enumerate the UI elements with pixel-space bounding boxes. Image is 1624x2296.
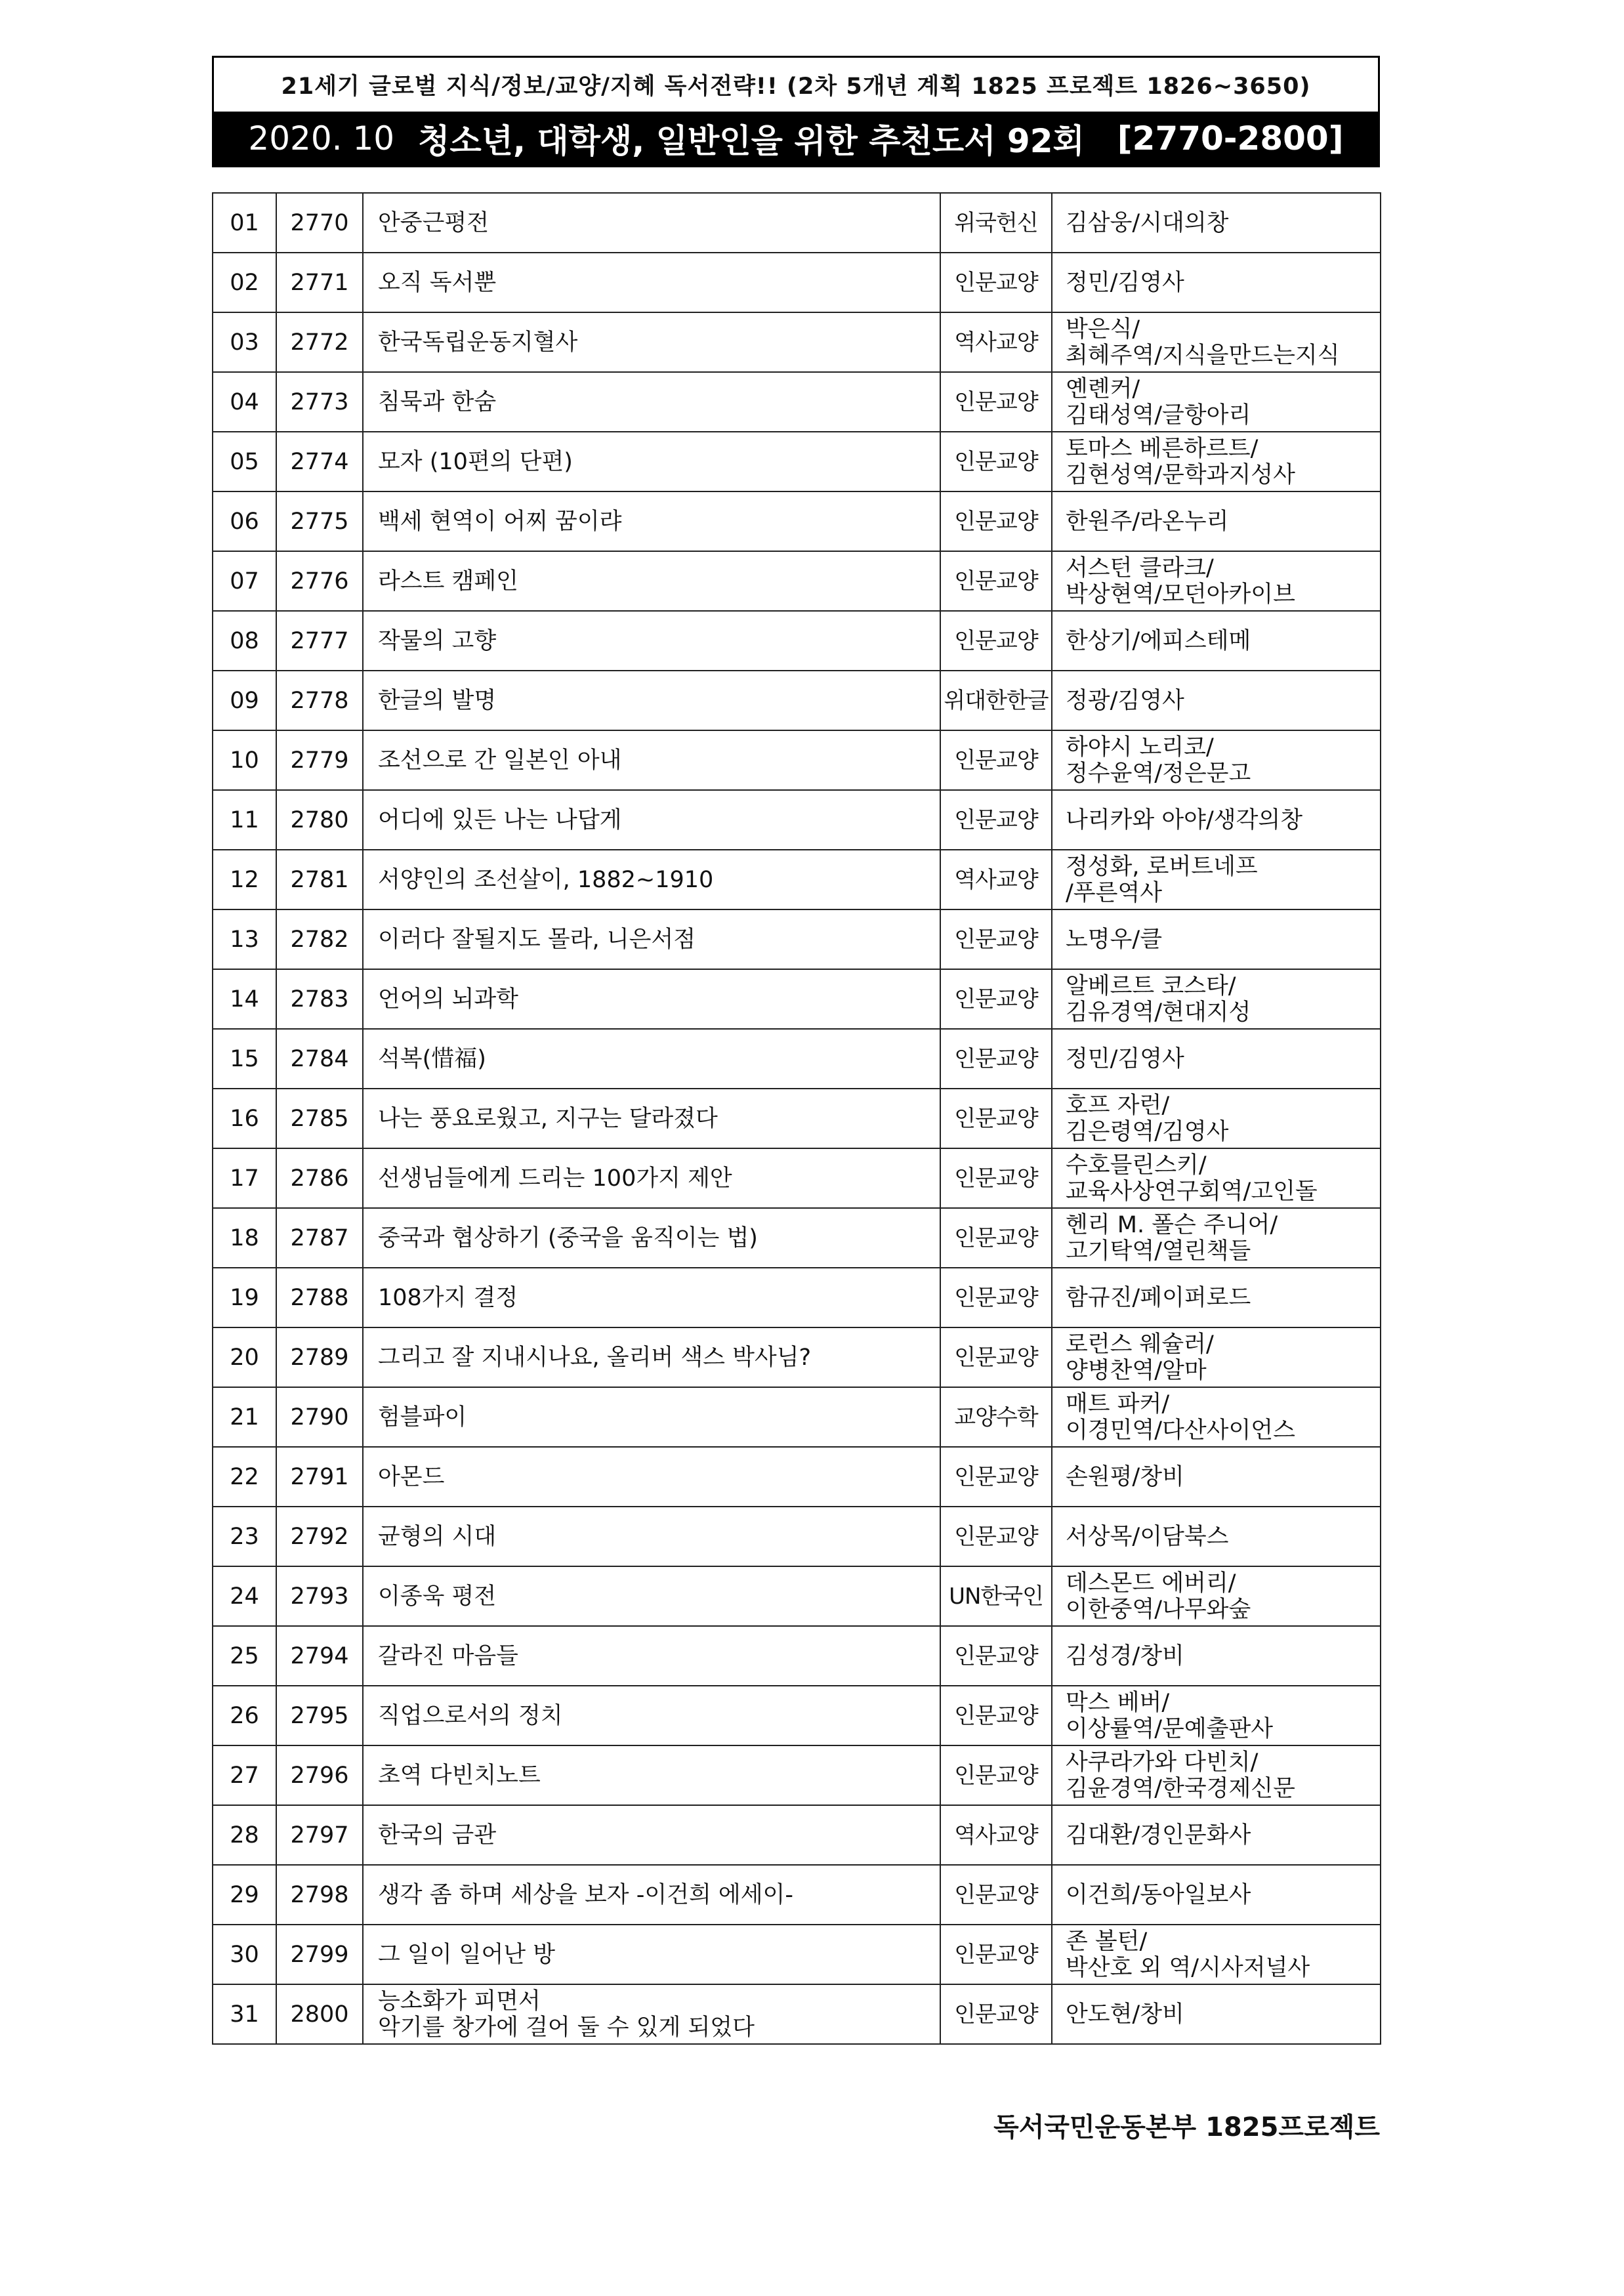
book-category: 인문교양: [940, 1865, 1052, 1925]
row-number: 29: [213, 1865, 276, 1925]
book-author-publisher: 하야시 노리코/ 정수윤역/정은문고: [1052, 730, 1381, 790]
book-author-publisher: 수호믈린스키/ 교육사상연구회역/고인돌: [1052, 1148, 1381, 1208]
row-number: 18: [213, 1208, 276, 1268]
book-category: 역사교양: [940, 1805, 1052, 1865]
header-title: 청소년, 대학생, 일반인을 위한 추천도서 92회: [418, 122, 1085, 160]
book-title: 조선으로 간 일본인 아내: [363, 730, 940, 790]
row-number: 20: [213, 1327, 276, 1387]
row-number: 26: [213, 1686, 276, 1745]
book-category: 인문교양: [940, 1089, 1052, 1148]
book-id: 2795: [276, 1686, 363, 1745]
book-id: 2784: [276, 1029, 363, 1089]
book-id: 2780: [276, 790, 363, 850]
book-category: 인문교양: [940, 1984, 1052, 2044]
table-row: [213, 432, 1381, 491]
table-row: [213, 312, 1381, 372]
book-id: 2782: [276, 909, 363, 969]
book-title: 108가지 결정: [363, 1268, 940, 1327]
book-author-publisher: 한상기/에피스테메: [1052, 611, 1381, 671]
book-id: 2774: [276, 432, 363, 491]
row-number: 04: [213, 372, 276, 432]
book-title: 직업으로서의 정치: [363, 1686, 940, 1745]
book-title: 갈라진 마음들: [363, 1626, 940, 1686]
table-row: [213, 1984, 1381, 2044]
book-category: 위국헌신: [940, 193, 1052, 253]
table-row: [213, 1208, 1381, 1268]
book-id: 2797: [276, 1805, 363, 1865]
table-row: [213, 372, 1381, 432]
book-author-publisher: 정민/김영사: [1052, 1029, 1381, 1089]
book-id: 2773: [276, 372, 363, 432]
book-category: 인문교양: [940, 253, 1052, 312]
book-title: 어디에 있든 나는 나답게: [363, 790, 940, 850]
table-row: [213, 551, 1381, 611]
book-author-publisher: 정민/김영사: [1052, 253, 1381, 312]
book-category: 인문교양: [940, 432, 1052, 491]
book-title: 오직 독서뿐: [363, 253, 940, 312]
table-row: [213, 1805, 1381, 1865]
book-id: 2778: [276, 671, 363, 730]
row-number: 06: [213, 491, 276, 551]
book-author-publisher: 데스몬드 에버리/ 이한중역/나무와숲: [1052, 1566, 1381, 1626]
row-number: 10: [213, 730, 276, 790]
book-id: 2791: [276, 1447, 363, 1507]
table-row: [213, 850, 1381, 909]
book-title: 능소화가 피면서 악기를 창가에 걸어 둘 수 있게 되었다: [363, 1984, 940, 2044]
table-row: [213, 193, 1381, 253]
book-category: 인문교양: [940, 1029, 1052, 1089]
table-row: [213, 1686, 1381, 1745]
book-author-publisher: 손원평/창비: [1052, 1447, 1381, 1507]
book-category: 인문교양: [940, 1447, 1052, 1507]
book-title: 석복(惜福): [363, 1029, 940, 1089]
table-row: [213, 1327, 1381, 1387]
book-category: 인문교양: [940, 730, 1052, 790]
book-author-publisher: 김삼웅/시대의창: [1052, 193, 1381, 253]
book-author-publisher: 함규진/페이퍼로드: [1052, 1268, 1381, 1327]
book-id: 2777: [276, 611, 363, 671]
row-number: 31: [213, 1984, 276, 2044]
table-row: [213, 491, 1381, 551]
book-category: UN한국인: [940, 1566, 1052, 1626]
book-id: 2790: [276, 1387, 363, 1447]
row-number: 01: [213, 193, 276, 253]
book-category: 인문교양: [940, 1686, 1052, 1745]
book-id: 2781: [276, 850, 363, 909]
row-number: 17: [213, 1148, 276, 1208]
book-category: 인문교양: [940, 1327, 1052, 1387]
book-id: 2792: [276, 1507, 363, 1566]
book-category: 인문교양: [940, 969, 1052, 1029]
book-id: 2799: [276, 1925, 363, 1984]
book-id: 2779: [276, 730, 363, 790]
book-title: 중국과 협상하기 (중국을 움직이는 법): [363, 1208, 940, 1268]
book-category: 인문교양: [940, 1745, 1052, 1805]
book-category: 인문교양: [940, 491, 1052, 551]
book-id: 2793: [276, 1566, 363, 1626]
book-title: 나는 풍요로웠고, 지구는 달라졌다: [363, 1089, 940, 1148]
book-category: 인문교양: [940, 909, 1052, 969]
book-title: 생각 좀 하며 세상을 보자 -이건희 에세이-: [363, 1865, 940, 1925]
table-row: [213, 1268, 1381, 1327]
table-row: [213, 1865, 1381, 1925]
book-author-publisher: 안도현/창비: [1052, 1984, 1381, 2044]
book-category: 인문교양: [940, 1925, 1052, 1984]
book-author-publisher: 알베르트 코스타/ 김유경역/현대지성: [1052, 969, 1381, 1029]
row-number: 23: [213, 1507, 276, 1566]
row-number: 25: [213, 1626, 276, 1686]
book-id: 2788: [276, 1268, 363, 1327]
table-row: [213, 1148, 1381, 1208]
book-title: 백세 현역이 어찌 꿈이랴: [363, 491, 940, 551]
book-title: 한국독립운동지혈사: [363, 312, 940, 372]
book-author-publisher: 정성화, 로버트네프 /푸른역사: [1052, 850, 1381, 909]
footer-credit: 독서국민운동본부 1825프로젝트: [993, 2112, 1380, 2142]
book-author-publisher: 박은식/ 최혜주역/지식을만드는지식: [1052, 312, 1381, 372]
table-row: [213, 790, 1381, 850]
book-author-publisher: 노명우/클: [1052, 909, 1381, 969]
header-subtitle: 21세기 글로벌 지식/정보/교양/지혜 독서전략!! (2차 5개년 계획 1825 프로젝트 1826~3650): [281, 73, 1311, 100]
row-number: 14: [213, 969, 276, 1029]
row-number: 13: [213, 909, 276, 969]
book-category: 인문교양: [940, 1268, 1052, 1327]
book-title: 이종욱 평전: [363, 1566, 940, 1626]
table-row: [213, 1447, 1381, 1507]
book-title: 균형의 시대: [363, 1507, 940, 1566]
book-title: 침묵과 한숨: [363, 372, 940, 432]
book-author-publisher: 막스 베버/ 이상률역/문예출판사: [1052, 1686, 1381, 1745]
book-title: 모자 (10편의 단편): [363, 432, 940, 491]
table-row: [213, 253, 1381, 312]
book-category: 인문교양: [940, 372, 1052, 432]
row-number: 09: [213, 671, 276, 730]
book-id: 2800: [276, 1984, 363, 2044]
row-number: 27: [213, 1745, 276, 1805]
book-author-publisher: 한원주/라온누리: [1052, 491, 1381, 551]
table-row: [213, 1387, 1381, 1447]
row-number: 28: [213, 1805, 276, 1865]
book-category: 인문교양: [940, 1148, 1052, 1208]
book-category: 위대한한글: [940, 671, 1052, 730]
book-category: 역사교양: [940, 850, 1052, 909]
table-row: [213, 1745, 1381, 1805]
book-author-publisher: 사쿠라가와 다빈치/ 김윤경역/한국경제신문: [1052, 1745, 1381, 1805]
book-id: 2787: [276, 1208, 363, 1268]
book-title: 한글의 발명: [363, 671, 940, 730]
book-title: 아몬드: [363, 1447, 940, 1507]
row-number: 16: [213, 1089, 276, 1148]
book-author-publisher: 호프 자런/ 김은령역/김영사: [1052, 1089, 1381, 1148]
book-category: 인문교양: [940, 551, 1052, 611]
book-title: 작물의 고향: [363, 611, 940, 671]
book-id: 2771: [276, 253, 363, 312]
row-number: 08: [213, 611, 276, 671]
book-id: 2770: [276, 193, 363, 253]
header-box: [212, 56, 1380, 167]
book-category: 교양수학: [940, 1387, 1052, 1447]
book-title: 언어의 뇌과학: [363, 969, 940, 1029]
table-row: [213, 909, 1381, 969]
book-title: 이러다 잘될지도 몰라, 니은서점: [363, 909, 940, 969]
table-row: [213, 1566, 1381, 1626]
book-author-publisher: 로런스 웨슐러/ 양병찬역/알마: [1052, 1327, 1381, 1387]
book-author-publisher: 매트 파커/ 이경민역/다산사이언스: [1052, 1387, 1381, 1447]
table-row: [213, 1029, 1381, 1089]
header-range: [2770-2800]: [1117, 119, 1344, 157]
book-title: 그 일이 일어난 방: [363, 1925, 940, 1984]
book-author-publisher: 김대환/경인문화사: [1052, 1805, 1381, 1865]
book-author-publisher: 정광/김영사: [1052, 671, 1381, 730]
book-category: 역사교양: [940, 312, 1052, 372]
table-row: [213, 1626, 1381, 1686]
book-author-publisher: 서스턴 클라크/ 박상현역/모던아카이브: [1052, 551, 1381, 611]
table-row: [213, 671, 1381, 730]
book-category: 인문교양: [940, 790, 1052, 850]
book-author-publisher: 옌롄커/ 김태성역/글항아리: [1052, 372, 1381, 432]
book-author-publisher: 김성경/창비: [1052, 1626, 1381, 1686]
row-number: 15: [213, 1029, 276, 1089]
book-title: 라스트 캠페인: [363, 551, 940, 611]
row-number: 02: [213, 253, 276, 312]
row-number: 07: [213, 551, 276, 611]
row-number: 11: [213, 790, 276, 850]
book-author-publisher: 존 볼턴/ 박산호 외 역/시사저널사: [1052, 1925, 1381, 1984]
book-title: 서양인의 조선살이, 1882~1910: [363, 850, 940, 909]
book-category: 인문교양: [940, 1507, 1052, 1566]
table-row: [213, 611, 1381, 671]
book-title: 험블파이: [363, 1387, 940, 1447]
row-number: 22: [213, 1447, 276, 1507]
table-row: [213, 969, 1381, 1029]
row-number: 03: [213, 312, 276, 372]
book-title: 그리고 잘 지내시나요, 올리버 색스 박사님?: [363, 1327, 940, 1387]
book-id: 2785: [276, 1089, 363, 1148]
book-id: 2776: [276, 551, 363, 611]
book-title: 초역 다빈치노트: [363, 1745, 940, 1805]
book-id: 2794: [276, 1626, 363, 1686]
table-row: [213, 1507, 1381, 1566]
header-date: 2020. 10: [248, 119, 395, 157]
table-row: [213, 1089, 1381, 1148]
book-title: 한국의 금관: [363, 1805, 940, 1865]
header-banner: [214, 112, 1378, 165]
book-list-body: [213, 193, 1381, 2044]
book-category: 인문교양: [940, 611, 1052, 671]
book-id: 2786: [276, 1148, 363, 1208]
table-row: [213, 1925, 1381, 1984]
book-id: 2796: [276, 1745, 363, 1805]
row-number: 12: [213, 850, 276, 909]
book-author-publisher: 나리카와 아야/생각의창: [1052, 790, 1381, 850]
row-number: 19: [213, 1268, 276, 1327]
book-category: 인문교양: [940, 1208, 1052, 1268]
book-list-table: [212, 192, 1381, 2045]
book-author-publisher: 토마스 베른하르트/ 김현성역/문학과지성사: [1052, 432, 1381, 491]
book-id: 2798: [276, 1865, 363, 1925]
book-author-publisher: 헨리 M. 폴슨 주니어/ 고기탁역/열린책들: [1052, 1208, 1381, 1268]
book-author-publisher: 서상목/이담북스: [1052, 1507, 1381, 1566]
book-title: 안중근평전: [363, 193, 940, 253]
book-id: 2789: [276, 1327, 363, 1387]
table-row: [213, 730, 1381, 790]
row-number: 30: [213, 1925, 276, 1984]
book-title: 선생님들에게 드리는 100가지 제안: [363, 1148, 940, 1208]
row-number: 21: [213, 1387, 276, 1447]
book-category: 인문교양: [940, 1626, 1052, 1686]
row-number: 05: [213, 432, 276, 491]
book-id: 2772: [276, 312, 363, 372]
book-id: 2783: [276, 969, 363, 1029]
book-id: 2775: [276, 491, 363, 551]
book-author-publisher: 이건희/동아일보사: [1052, 1865, 1381, 1925]
row-number: 24: [213, 1566, 276, 1626]
